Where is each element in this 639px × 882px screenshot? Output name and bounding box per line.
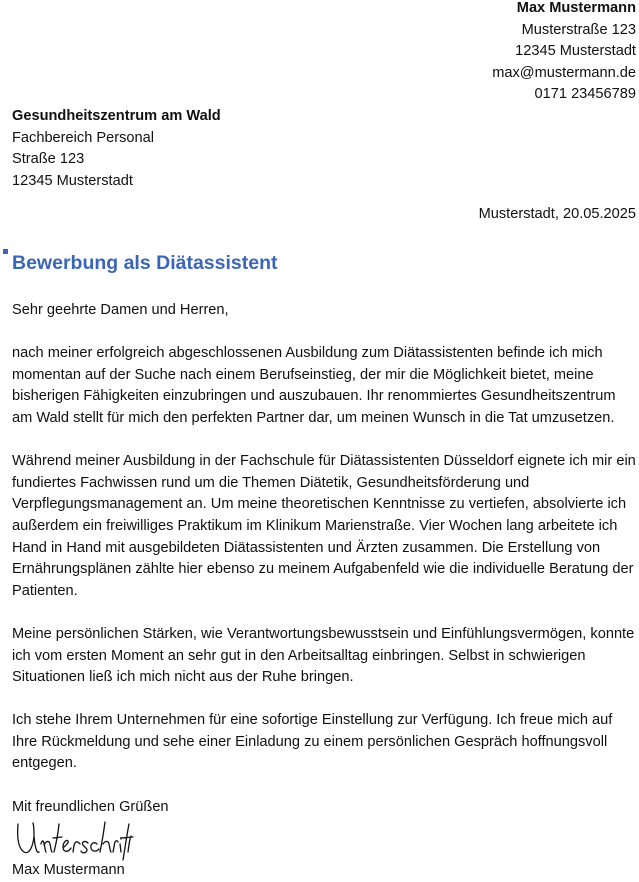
sender-address-block bbox=[492, 0, 636, 106]
closing: Mit freundlichen Grüßen bbox=[12, 798, 169, 815]
recipient-department: Fachbereich Personal bbox=[12, 129, 154, 146]
sender-email: max@mustermann.de bbox=[492, 64, 636, 81]
recipient-street: Straße 123 bbox=[12, 151, 85, 168]
recipient-city: 12345 Musterstadt bbox=[12, 172, 133, 189]
letter-body bbox=[12, 300, 638, 840]
body-paragraph: Während meiner Ausbildung in der Fachschule für Diätassistenten Düsseldorf eignete ich mir ein fundiertes Fachwissen rund um die Themen Diätetik, Gesundheitsförderung und Verpflegungsmanagement an. Um meine theoretischen Kenntnisse zu vertiefen, absolvierte ich außerdem ein freiwilliges Praktikum im Klinikum Marienstraße. Vier Wochen lang arbeitete ich Hand in Hand mit ausgebildeten Diätassistenten und Ärzten zusammen. Die Erstellung von Ernährungsplänen zählte hier ebenso zu meinem Aufgabenfeld wie die individuelle Beratung der Patienten. bbox=[12, 453, 636, 599]
body-paragraph: Meine persönlichen Stärken, wie Verantwortungsbewusstsein und Einfühlungsvermögen, konnte ich vom ersten Moment an sehr gut in den Arbeitsalltag einbringen. Selbst in schwierigen Situationen ließ ich mich nicht aus der Ruhe bringen. bbox=[12, 625, 635, 686]
body-paragraph: Ich stehe Ihrem Unternehmen für eine sofortige Einstellung zur Verfügung. Ich freue mich auf Ihre Rückmeldung und sehe einer Einladung zu einem persönlichen Gespräch hoffnungsvoll entgegen. bbox=[12, 712, 613, 772]
subject-marker bbox=[3, 249, 8, 254]
sender-city: 12345 Musterstadt bbox=[515, 43, 636, 60]
sender-street: Musterstraße 123 bbox=[521, 21, 636, 38]
handwritten-signature bbox=[12, 814, 134, 864]
signer-name: Max Mustermann bbox=[12, 862, 125, 878]
recipient-organization: Gesundheitszentrum am Wald bbox=[12, 108, 221, 124]
body-paragraph: nach meiner erfolgreich abgeschlossenen Ausbildung zum Diätassistenten befinde ich mich momentan auf der Suche nach einem Berufseinstieg, der mir die Möglichkeit bietet, meine bisherigen Fähigkeiten einzubringen und auszubauen. Ihr renommiertes Gesundheitszentrum am Wald stellt für mich den perfekten Partner dar, um meinen Wunsch in die Tat umzusetzen. bbox=[12, 345, 616, 426]
recipient-address-block bbox=[12, 106, 221, 192]
salutation: Sehr geehrte Damen und Herren, bbox=[12, 302, 229, 318]
sender-name: Max Mustermann bbox=[516, 0, 636, 16]
sender-phone: 0171 23456789 bbox=[534, 86, 636, 103]
subject-heading: Bewerbung als Diätassistent bbox=[12, 252, 278, 274]
date-line: Musterstadt, 20.05.2025 bbox=[478, 206, 636, 222]
